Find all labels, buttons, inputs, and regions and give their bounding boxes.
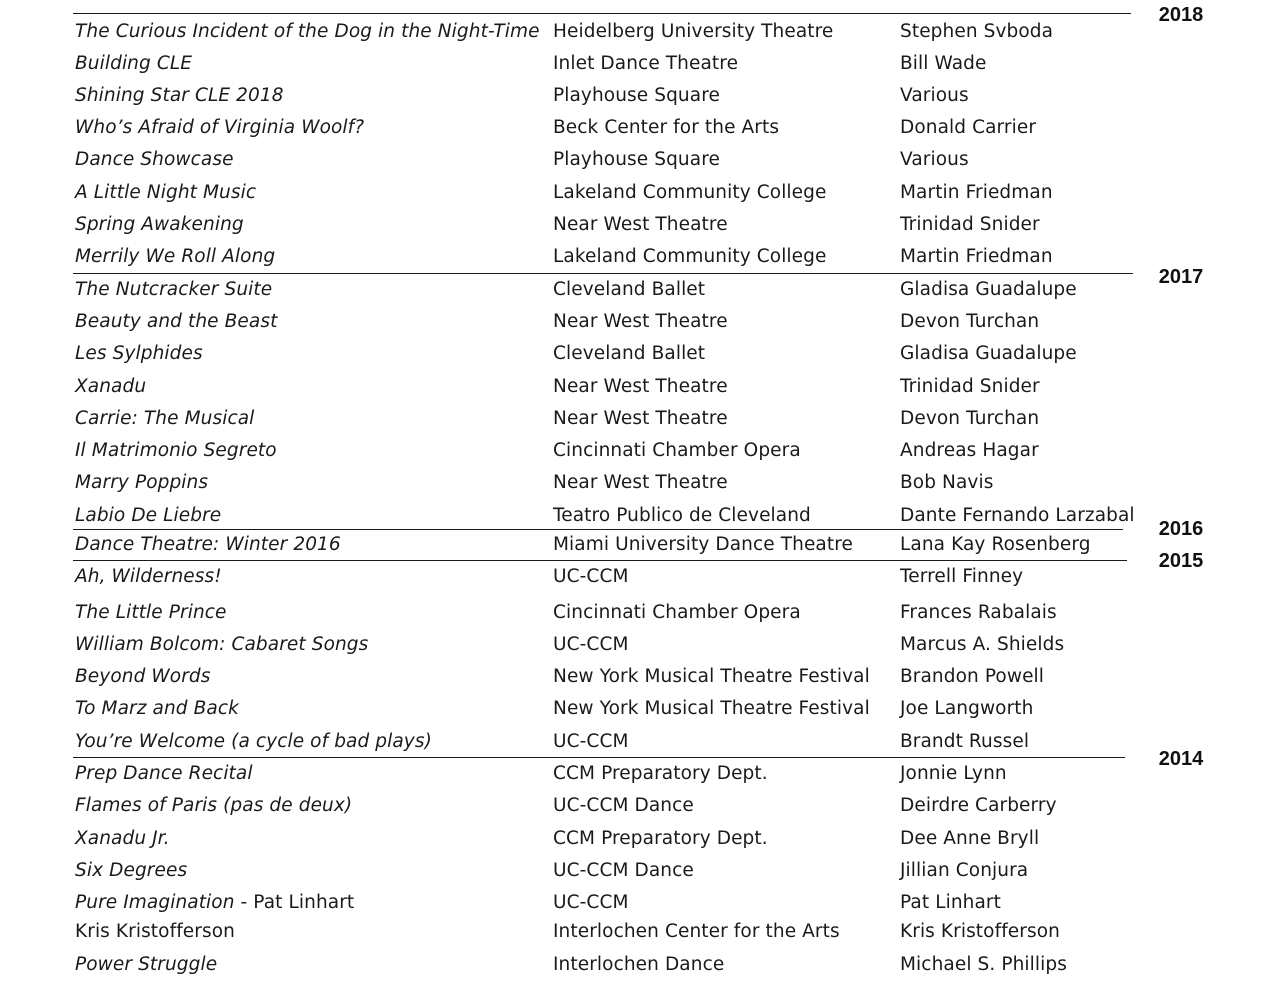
production-title-text: Beyond Words — [75, 666, 211, 687]
production-title-text: The Little Prince — [75, 602, 227, 623]
section-year: 2017 — [1158, 266, 1204, 288]
section-year: 2014 — [1158, 748, 1204, 770]
production-title — [75, 533, 341, 557]
production-title-text: Pure Imagination — [75, 892, 235, 913]
director: Michael S. Phillips — [900, 954, 1067, 975]
production-title — [75, 891, 354, 915]
production-title — [75, 407, 254, 431]
venue: Near West Theatre — [553, 376, 728, 397]
section-divider — [73, 13, 1131, 14]
production-title-text: Prep Dance Recital — [75, 763, 253, 784]
director: Trinidad Snider — [900, 376, 1040, 397]
production-title-text: Spring Awakening — [75, 214, 244, 235]
director: Brandt Russel — [900, 731, 1030, 752]
venue: Lakeland Community College — [553, 182, 827, 203]
section-divider — [73, 757, 1125, 758]
production-title-text: Kris Kristofferson — [75, 921, 235, 942]
venue: Cleveland Ballet — [553, 343, 706, 364]
section-divider — [73, 529, 1123, 530]
production-title-text: To Marz and Back — [75, 698, 239, 719]
section-year: 2015 — [1158, 550, 1204, 572]
production-title — [75, 20, 540, 44]
production-title — [75, 697, 239, 721]
production-title — [75, 565, 222, 589]
production-title — [75, 84, 284, 108]
production-title — [75, 213, 244, 237]
section-divider — [73, 273, 1133, 274]
director: Gladisa Guadalupe — [900, 343, 1077, 364]
production-title — [75, 665, 211, 689]
production-title-text: Beauty and the Beast — [75, 311, 278, 332]
director: Bill Wade — [900, 53, 987, 74]
director: Brandon Powell — [900, 666, 1045, 687]
production-title-text: Xanadu — [75, 376, 147, 397]
director: Trinidad Snider — [900, 214, 1040, 235]
venue: Inlet Dance Theatre — [553, 53, 739, 74]
production-title-suffix: - Pat Linhart — [234, 892, 355, 913]
production-title — [75, 859, 187, 883]
production-title — [75, 504, 221, 528]
production-title-text: Who’s Afraid of Virginia Woolf? — [75, 117, 365, 138]
venue: New York Musical Theatre Festival — [553, 666, 870, 687]
production-title-text: Xanadu Jr. — [75, 828, 170, 849]
production-title-text: Ah, Wilderness! — [75, 566, 222, 587]
director: Jillian Conjura — [900, 860, 1029, 881]
director: Pat Linhart — [900, 892, 1001, 913]
director: Jonnie Lynn — [900, 763, 1007, 784]
venue: Playhouse Square — [553, 85, 720, 106]
venue: Near West Theatre — [553, 472, 728, 493]
venue: Lakeland Community College — [553, 246, 827, 267]
production-title-text: You’re Welcome (a cycle of bad plays) — [75, 731, 432, 752]
director: Lana Kay Rosenberg — [900, 534, 1091, 555]
venue: Heidelberg University Theatre — [553, 21, 834, 42]
production-title-text: Building CLE — [75, 53, 193, 74]
production-title — [75, 181, 256, 205]
production-title-text: Flames of Paris (pas de deux) — [75, 795, 353, 816]
director: Martin Friedman — [900, 246, 1053, 267]
director: Dee Anne Bryll — [900, 828, 1040, 849]
venue: Near West Theatre — [553, 311, 728, 332]
director: Terrell Finney — [900, 566, 1024, 587]
production-title — [75, 245, 275, 269]
production-title-text: Labio De Liebre — [75, 505, 222, 526]
production-title-text: Carrie: The Musical — [75, 408, 255, 429]
venue: Teatro Publico de Cleveland — [553, 505, 811, 526]
director: Marcus A. Shields — [900, 634, 1065, 655]
production-title-text: The Curious Incident of the Dog in the Night-Time — [75, 21, 540, 42]
director: Andreas Hagar — [900, 440, 1039, 461]
director: Gladisa Guadalupe — [900, 279, 1077, 300]
section-year: 2018 — [1158, 4, 1204, 26]
director: Devon Turchan — [900, 311, 1040, 332]
production-title — [75, 920, 235, 944]
venue: CCM Preparatory Dept. — [553, 763, 768, 784]
production-title — [75, 762, 253, 786]
venue: Beck Center for the Arts — [553, 117, 780, 138]
venue: UC-CCM — [553, 892, 629, 913]
production-title-text: Dance Showcase — [75, 149, 234, 170]
director: Kris Kristofferson — [900, 921, 1060, 942]
venue: Interlochen Dance — [553, 954, 725, 975]
production-title — [75, 730, 432, 754]
production-title — [75, 278, 272, 302]
venue: Miami University Dance Theatre — [553, 534, 854, 555]
production-title-text: Shining Star CLE 2018 — [75, 85, 284, 106]
venue: Cincinnati Chamber Opera — [553, 440, 801, 461]
production-title — [75, 794, 352, 818]
production-title — [75, 827, 170, 851]
venue: CCM Preparatory Dept. — [553, 828, 768, 849]
production-title-text: Marry Poppins — [75, 472, 209, 493]
venue: UC-CCM — [553, 566, 629, 587]
production-title — [75, 633, 368, 657]
production-title-text: Power Struggle — [75, 954, 218, 975]
director: Joe Langworth — [900, 698, 1034, 719]
director: Martin Friedman — [900, 182, 1053, 203]
venue: New York Musical Theatre Festival — [553, 698, 870, 719]
venue: Interlochen Center for the Arts — [553, 921, 840, 942]
production-title-text: Dance Theatre: Winter 2016 — [75, 534, 341, 555]
production-title — [75, 342, 203, 366]
production-title — [75, 953, 217, 977]
director: Stephen Svboda — [900, 21, 1054, 42]
director: Devon Turchan — [900, 408, 1040, 429]
director: Deirdre Carberry — [900, 795, 1057, 816]
venue: Cleveland Ballet — [553, 279, 706, 300]
production-title — [75, 116, 364, 140]
director: Bob Navis — [900, 472, 994, 493]
production-title — [75, 601, 227, 625]
production-title — [75, 148, 234, 172]
section-divider — [73, 560, 1127, 561]
venue: Near West Theatre — [553, 214, 728, 235]
production-title-text: Six Degrees — [75, 860, 188, 881]
venue: UC-CCM — [553, 731, 629, 752]
production-title — [75, 439, 277, 463]
production-title — [75, 52, 192, 76]
director: Dante Fernando Larzabal — [900, 505, 1135, 526]
section-year: 2016 — [1158, 518, 1204, 540]
production-title — [75, 310, 277, 334]
production-title — [75, 375, 146, 399]
production-title-text: A Little Night Music — [75, 182, 257, 203]
venue: UC-CCM Dance — [553, 860, 694, 881]
venue: UC-CCM — [553, 634, 629, 655]
production-title-text: Merrily We Roll Along — [75, 246, 276, 267]
director: Frances Rabalais — [900, 602, 1057, 623]
production-title-text: William Bolcom: Cabaret Songs — [75, 634, 369, 655]
production-title-text: Il Matrimonio Segreto — [75, 440, 277, 461]
venue: UC-CCM Dance — [553, 795, 694, 816]
director: Donald Carrier — [900, 117, 1037, 138]
director: Various — [900, 85, 969, 106]
production-title-text: Les Sylphides — [75, 343, 203, 364]
director: Various — [900, 149, 969, 170]
production-title — [75, 471, 208, 495]
venue: Near West Theatre — [553, 408, 728, 429]
venue: Playhouse Square — [553, 149, 720, 170]
production-title-text: The Nutcracker Suite — [75, 279, 273, 300]
venue: Cincinnati Chamber Opera — [553, 602, 801, 623]
